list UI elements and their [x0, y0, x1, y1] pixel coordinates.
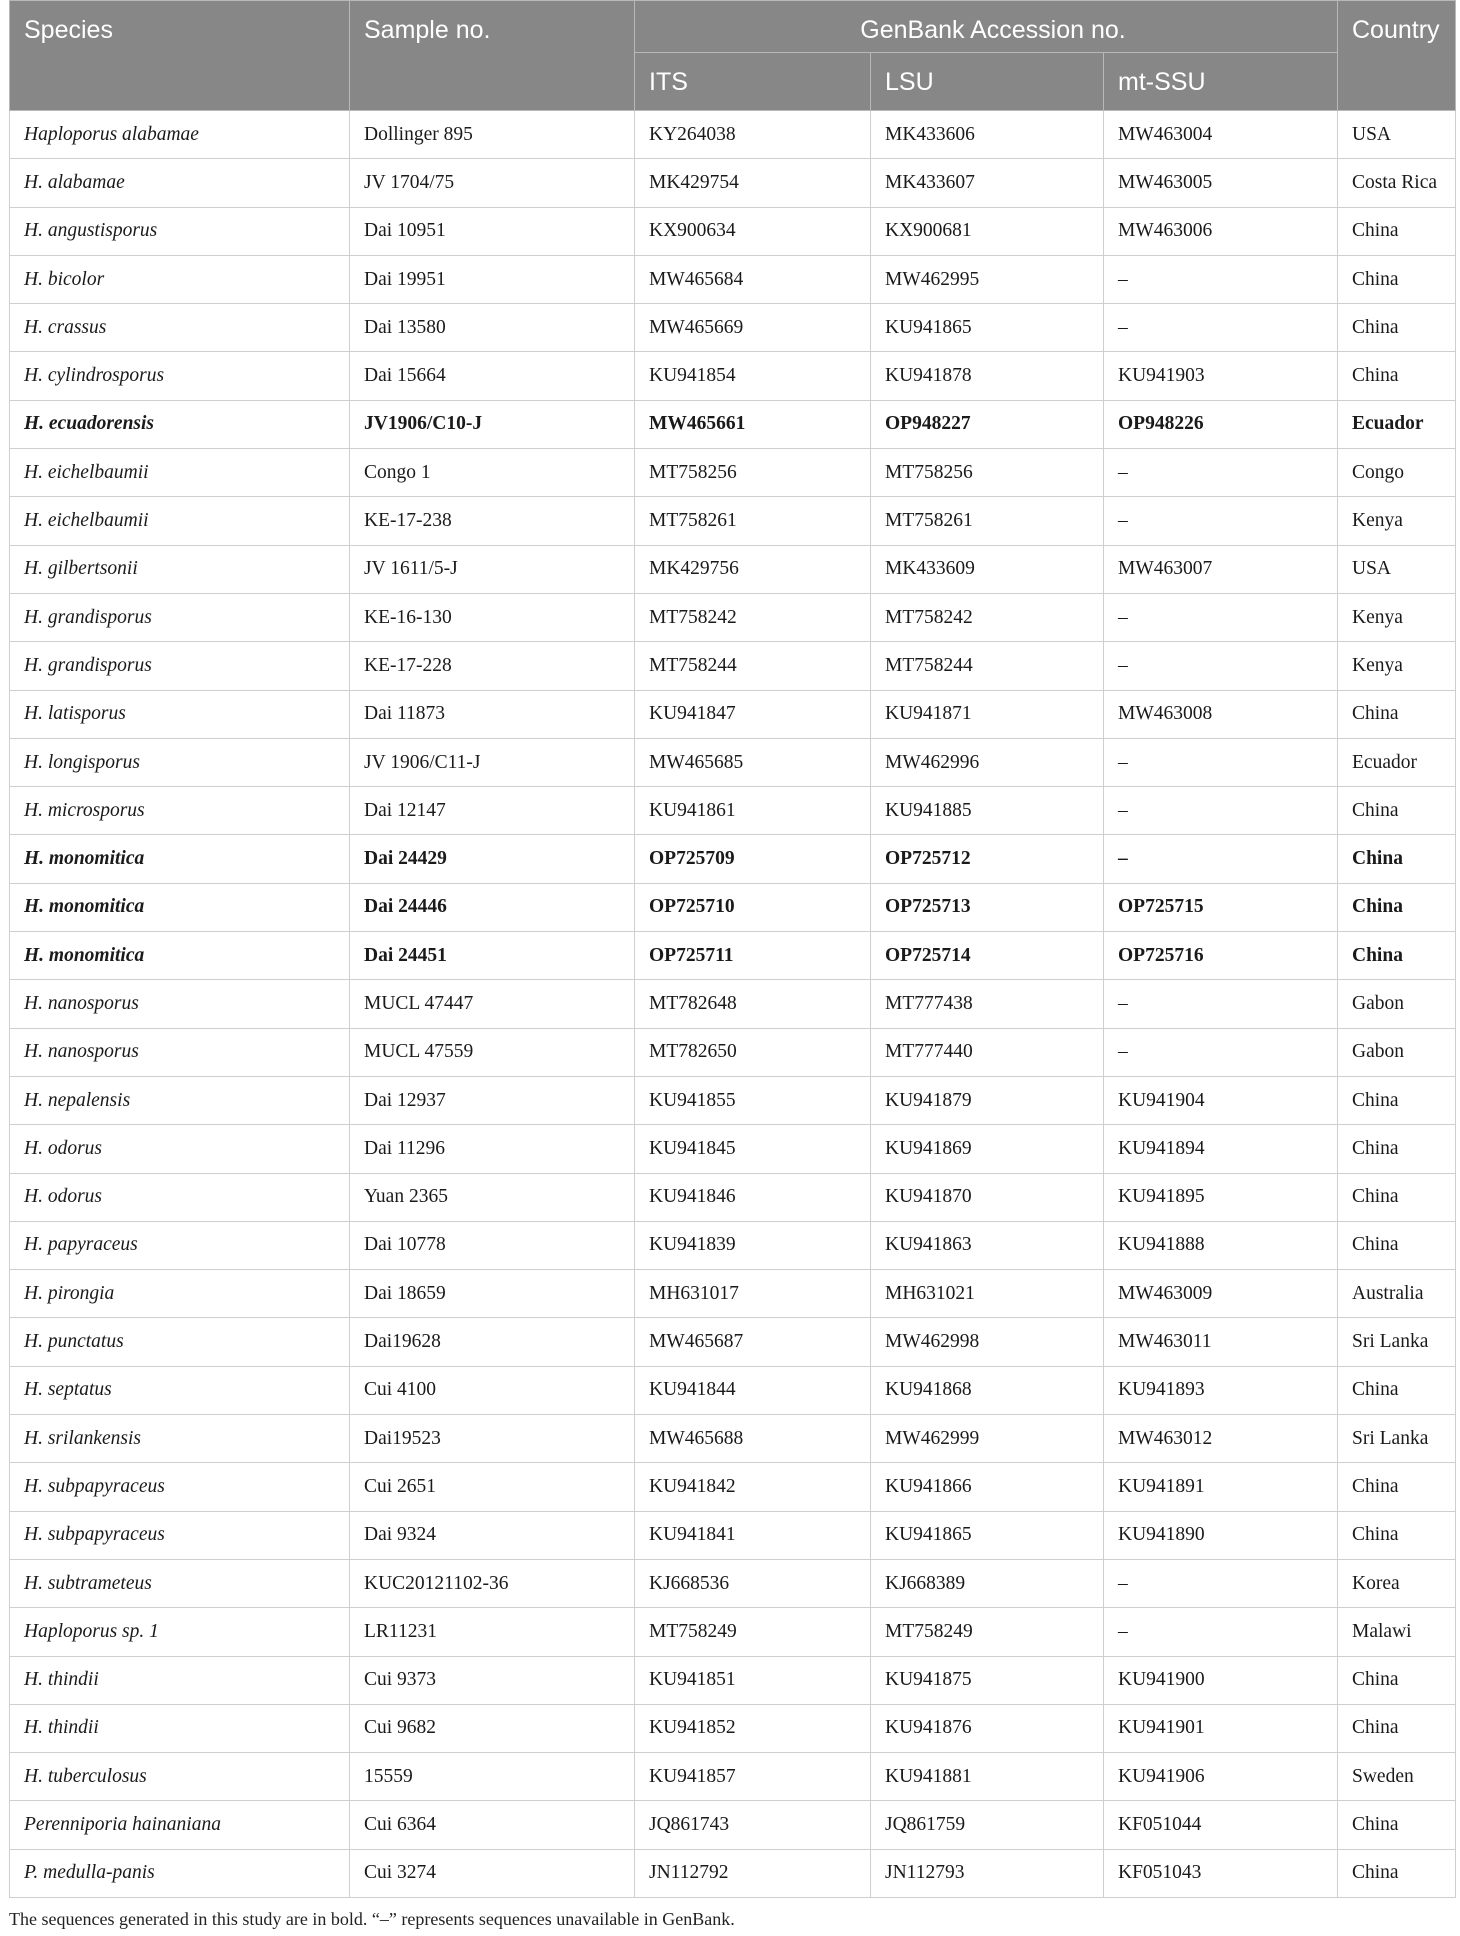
table-row — [10, 497, 1456, 545]
lsu-cell: MT758249 — [871, 1608, 1104, 1656]
species-cell: H. subtrameteus — [10, 1559, 350, 1607]
mtssu-cell: KU941893 — [1104, 1366, 1338, 1414]
country-cell: China — [1338, 1463, 1456, 1511]
table-row — [10, 545, 1456, 593]
sample-cell: Dai 12147 — [350, 787, 635, 835]
table-row — [10, 304, 1456, 352]
species-cell: H. septatus — [10, 1366, 350, 1414]
country-cell: Australia — [1338, 1270, 1456, 1318]
its-cell: MT758256 — [635, 449, 871, 497]
table-container — [9, 0, 1455, 1898]
its-cell: MW465687 — [635, 1318, 871, 1366]
country-cell: China — [1338, 1076, 1456, 1124]
country-cell: China — [1338, 1173, 1456, 1221]
its-cell: KU941861 — [635, 787, 871, 835]
lsu-cell: KU941876 — [871, 1704, 1104, 1752]
its-cell: KU941847 — [635, 690, 871, 738]
mtssu-cell: – — [1104, 738, 1338, 786]
its-cell: KU941857 — [635, 1753, 871, 1801]
its-cell: MW465685 — [635, 738, 871, 786]
species-cell: H. grandisporus — [10, 642, 350, 690]
species-cell: H. pirongia — [10, 1270, 350, 1318]
sample-cell: Cui 3274 — [350, 1849, 635, 1897]
lsu-cell: MT758244 — [871, 642, 1104, 690]
table-header — [10, 1, 1456, 111]
its-cell: MH631017 — [635, 1270, 871, 1318]
sample-cell: Dai 11296 — [350, 1125, 635, 1173]
its-cell: OP725709 — [635, 835, 871, 883]
sample-cell: JV 1611/5-J — [350, 545, 635, 593]
mtssu-cell: – — [1104, 787, 1338, 835]
country-cell: Gabon — [1338, 1028, 1456, 1076]
its-cell: KU941844 — [635, 1366, 871, 1414]
its-cell: KU941852 — [635, 1704, 871, 1752]
sample-cell: Dai 24429 — [350, 835, 635, 883]
sample-cell: 15559 — [350, 1753, 635, 1801]
sample-cell: LR11231 — [350, 1608, 635, 1656]
country-cell: Sri Lanka — [1338, 1415, 1456, 1463]
sample-cell: Dai19523 — [350, 1415, 635, 1463]
header-country: Country — [1338, 1, 1456, 111]
country-cell: China — [1338, 932, 1456, 980]
mtssu-cell: – — [1104, 304, 1338, 352]
table-row — [10, 400, 1456, 448]
country-cell: China — [1338, 1511, 1456, 1559]
lsu-cell: KU941881 — [871, 1753, 1104, 1801]
sample-cell: Dai 10778 — [350, 1221, 635, 1269]
species-cell: H. latisporus — [10, 690, 350, 738]
table-row — [10, 1221, 1456, 1269]
lsu-cell: MW462995 — [871, 255, 1104, 303]
table-row — [10, 1173, 1456, 1221]
mtssu-cell: MW463005 — [1104, 159, 1338, 207]
its-cell: MT758261 — [635, 497, 871, 545]
species-cell: H. longisporus — [10, 738, 350, 786]
lsu-cell: JN112793 — [871, 1849, 1104, 1897]
species-cell: H. eichelbaumii — [10, 449, 350, 497]
mtssu-cell: KU941895 — [1104, 1173, 1338, 1221]
country-cell: China — [1338, 304, 1456, 352]
country-cell: China — [1338, 1221, 1456, 1269]
mtssu-cell: KU941891 — [1104, 1463, 1338, 1511]
country-cell: Gabon — [1338, 980, 1456, 1028]
lsu-cell: KU941870 — [871, 1173, 1104, 1221]
lsu-cell: OP725713 — [871, 883, 1104, 931]
mtssu-cell: MW463004 — [1104, 111, 1338, 159]
header-genbank: GenBank Accession no. — [635, 1, 1338, 53]
its-cell: KU941854 — [635, 352, 871, 400]
mtssu-cell: KU941894 — [1104, 1125, 1338, 1173]
species-cell: H. thindii — [10, 1704, 350, 1752]
lsu-cell: KU941863 — [871, 1221, 1104, 1269]
species-cell: Haploporus sp. 1 — [10, 1608, 350, 1656]
sample-cell: KE-17-238 — [350, 497, 635, 545]
sample-cell: MUCL 47559 — [350, 1028, 635, 1076]
mtssu-cell: OP725716 — [1104, 932, 1338, 980]
table-row — [10, 1415, 1456, 1463]
sample-cell: Dai 24451 — [350, 932, 635, 980]
species-cell: H. nanosporus — [10, 980, 350, 1028]
sample-cell: Congo 1 — [350, 449, 635, 497]
lsu-cell: KU941878 — [871, 352, 1104, 400]
country-cell: Ecuador — [1338, 400, 1456, 448]
country-cell: China — [1338, 690, 1456, 738]
mtssu-cell: OP725715 — [1104, 883, 1338, 931]
country-cell: Sri Lanka — [1338, 1318, 1456, 1366]
country-cell: Malawi — [1338, 1608, 1456, 1656]
sample-cell: MUCL 47447 — [350, 980, 635, 1028]
mtssu-cell: – — [1104, 449, 1338, 497]
lsu-cell: OP725712 — [871, 835, 1104, 883]
sample-cell: JV 1704/75 — [350, 159, 635, 207]
sample-cell: Dollinger 895 — [350, 111, 635, 159]
table-row — [10, 255, 1456, 303]
sample-cell: Dai 12937 — [350, 1076, 635, 1124]
lsu-cell: KU941865 — [871, 304, 1104, 352]
lsu-cell: MT758261 — [871, 497, 1104, 545]
mtssu-cell: – — [1104, 255, 1338, 303]
mtssu-cell: – — [1104, 593, 1338, 641]
species-cell: H. bicolor — [10, 255, 350, 303]
sample-cell: Dai 24446 — [350, 883, 635, 931]
its-cell: JQ861743 — [635, 1801, 871, 1849]
header-sample: Sample no. — [350, 1, 635, 111]
lsu-cell: MW462998 — [871, 1318, 1104, 1366]
country-cell: China — [1338, 835, 1456, 883]
table-row — [10, 1270, 1456, 1318]
its-cell: MW465661 — [635, 400, 871, 448]
country-cell: China — [1338, 883, 1456, 931]
species-cell: H. ecuadorensis — [10, 400, 350, 448]
species-cell: H. papyraceus — [10, 1221, 350, 1269]
table-row — [10, 1753, 1456, 1801]
its-cell: MT782650 — [635, 1028, 871, 1076]
table-row — [10, 1511, 1456, 1559]
header-lsu: LSU — [871, 53, 1104, 111]
species-cell: H. subpapyraceus — [10, 1511, 350, 1559]
table-row — [10, 787, 1456, 835]
lsu-cell: KU941869 — [871, 1125, 1104, 1173]
sample-cell: Dai 11873 — [350, 690, 635, 738]
country-cell: China — [1338, 1125, 1456, 1173]
lsu-cell: KU941879 — [871, 1076, 1104, 1124]
mtssu-cell: MW463008 — [1104, 690, 1338, 738]
its-cell: KJ668536 — [635, 1559, 871, 1607]
table-row — [10, 1849, 1456, 1897]
table-body — [10, 111, 1456, 1898]
species-cell: H. alabamae — [10, 159, 350, 207]
table-row — [10, 207, 1456, 255]
header-mtssu: mt-SSU — [1104, 53, 1338, 111]
country-cell: China — [1338, 1656, 1456, 1704]
its-cell: KU941839 — [635, 1221, 871, 1269]
mtssu-cell: KU941903 — [1104, 352, 1338, 400]
country-cell: Sweden — [1338, 1753, 1456, 1801]
table-row — [10, 1366, 1456, 1414]
mtssu-cell: KU941906 — [1104, 1753, 1338, 1801]
country-cell: China — [1338, 352, 1456, 400]
sample-cell: Dai 15664 — [350, 352, 635, 400]
sample-cell: Dai 18659 — [350, 1270, 635, 1318]
table-row — [10, 835, 1456, 883]
table-row — [10, 932, 1456, 980]
lsu-cell: MT758242 — [871, 593, 1104, 641]
its-cell: MW465688 — [635, 1415, 871, 1463]
sample-cell: Dai 10951 — [350, 207, 635, 255]
table-row — [10, 111, 1456, 159]
sample-cell: KE-17-228 — [350, 642, 635, 690]
mtssu-cell: OP948226 — [1104, 400, 1338, 448]
lsu-cell: KU941875 — [871, 1656, 1104, 1704]
country-cell: Kenya — [1338, 593, 1456, 641]
lsu-cell: MK433607 — [871, 159, 1104, 207]
table-row — [10, 593, 1456, 641]
table-row — [10, 449, 1456, 497]
its-cell: MK429756 — [635, 545, 871, 593]
its-cell: KU941842 — [635, 1463, 871, 1511]
mtssu-cell: – — [1104, 980, 1338, 1028]
sample-cell: Cui 6364 — [350, 1801, 635, 1849]
species-cell: H. punctatus — [10, 1318, 350, 1366]
its-cell: MT758244 — [635, 642, 871, 690]
sample-cell: Cui 9373 — [350, 1656, 635, 1704]
mtssu-cell: KF051044 — [1104, 1801, 1338, 1849]
country-cell: USA — [1338, 111, 1456, 159]
lsu-cell: JQ861759 — [871, 1801, 1104, 1849]
lsu-cell: KU941871 — [871, 690, 1104, 738]
species-cell: H. monomitica — [10, 932, 350, 980]
table-row — [10, 1076, 1456, 1124]
sample-cell: Cui 4100 — [350, 1366, 635, 1414]
lsu-cell: KU941885 — [871, 787, 1104, 835]
its-cell: MK429754 — [635, 159, 871, 207]
species-cell: H. odorus — [10, 1173, 350, 1221]
sample-cell: Yuan 2365 — [350, 1173, 635, 1221]
species-cell: H. subpapyraceus — [10, 1463, 350, 1511]
lsu-cell: KJ668389 — [871, 1559, 1104, 1607]
table-row — [10, 1125, 1456, 1173]
sample-cell: Dai19628 — [350, 1318, 635, 1366]
table-row — [10, 1463, 1456, 1511]
mtssu-cell: – — [1104, 1608, 1338, 1656]
mtssu-cell: – — [1104, 497, 1338, 545]
lsu-cell: MK433606 — [871, 111, 1104, 159]
country-cell: Kenya — [1338, 642, 1456, 690]
species-cell: H. odorus — [10, 1125, 350, 1173]
species-cell: H. srilankensis — [10, 1415, 350, 1463]
table-row — [10, 1704, 1456, 1752]
sample-cell: Dai 19951 — [350, 255, 635, 303]
mtssu-cell: – — [1104, 642, 1338, 690]
mtssu-cell: MW463009 — [1104, 1270, 1338, 1318]
its-cell: KU941855 — [635, 1076, 871, 1124]
its-cell: MT758242 — [635, 593, 871, 641]
its-cell: KU941841 — [635, 1511, 871, 1559]
sample-cell: Cui 9682 — [350, 1704, 635, 1752]
lsu-cell: MT777438 — [871, 980, 1104, 1028]
species-cell: H. microsporus — [10, 787, 350, 835]
species-cell: H. gilbertsonii — [10, 545, 350, 593]
lsu-cell: MW462999 — [871, 1415, 1104, 1463]
mtssu-cell: KU941901 — [1104, 1704, 1338, 1752]
mtssu-cell: MW463006 — [1104, 207, 1338, 255]
table-row — [10, 1656, 1456, 1704]
species-cell: H. crassus — [10, 304, 350, 352]
species-cell: H. cylindrosporus — [10, 352, 350, 400]
lsu-cell: MK433609 — [871, 545, 1104, 593]
species-cell: H. tuberculosus — [10, 1753, 350, 1801]
genbank-accession-table — [9, 0, 1456, 1898]
sample-cell: Dai 13580 — [350, 304, 635, 352]
mtssu-cell: KU941888 — [1104, 1221, 1338, 1269]
country-cell: China — [1338, 1366, 1456, 1414]
lsu-cell: KU941865 — [871, 1511, 1104, 1559]
mtssu-cell: – — [1104, 1028, 1338, 1076]
country-cell: Costa Rica — [1338, 159, 1456, 207]
its-cell: KU941845 — [635, 1125, 871, 1173]
country-cell: China — [1338, 1704, 1456, 1752]
species-cell: H. angustisporus — [10, 207, 350, 255]
table-row — [10, 1801, 1456, 1849]
lsu-cell: MT758256 — [871, 449, 1104, 497]
sample-cell: JV1906/C10-J — [350, 400, 635, 448]
mtssu-cell: KU941904 — [1104, 1076, 1338, 1124]
sample-cell: Dai 9324 — [350, 1511, 635, 1559]
lsu-cell: KX900681 — [871, 207, 1104, 255]
mtssu-cell: MW463012 — [1104, 1415, 1338, 1463]
its-cell: KX900634 — [635, 207, 871, 255]
country-cell: Ecuador — [1338, 738, 1456, 786]
country-cell: Korea — [1338, 1559, 1456, 1607]
sample-cell: JV 1906/C11-J — [350, 738, 635, 786]
table-footnote: The sequences generated in this study are in bold. “–” represents sequences unavailable in GenBank. — [9, 1909, 735, 1929]
its-cell: KU941846 — [635, 1173, 871, 1221]
its-cell: KY264038 — [635, 111, 871, 159]
table-row — [10, 980, 1456, 1028]
its-cell: JN112792 — [635, 1849, 871, 1897]
sample-cell: KE-16-130 — [350, 593, 635, 641]
its-cell: OP725711 — [635, 932, 871, 980]
mtssu-cell: – — [1104, 1559, 1338, 1607]
species-cell: H. nanosporus — [10, 1028, 350, 1076]
table-row — [10, 1608, 1456, 1656]
its-cell: KU941851 — [635, 1656, 871, 1704]
header-species: Species — [10, 1, 350, 111]
its-cell: OP725710 — [635, 883, 871, 931]
country-cell: Congo — [1338, 449, 1456, 497]
table-row — [10, 738, 1456, 786]
its-cell: MT782648 — [635, 980, 871, 1028]
species-cell: Haploporus alabamae — [10, 111, 350, 159]
country-cell: USA — [1338, 545, 1456, 593]
table-row — [10, 883, 1456, 931]
lsu-cell: MT777440 — [871, 1028, 1104, 1076]
header-its: ITS — [635, 53, 871, 111]
mtssu-cell: MW463007 — [1104, 545, 1338, 593]
sample-cell: KUC20121102-36 — [350, 1559, 635, 1607]
table-row — [10, 159, 1456, 207]
country-cell: China — [1338, 207, 1456, 255]
species-cell: Perenniporia hainaniana — [10, 1801, 350, 1849]
species-cell: H. monomitica — [10, 883, 350, 931]
lsu-cell: OP725714 — [871, 932, 1104, 980]
country-cell: China — [1338, 787, 1456, 835]
species-cell: H. grandisporus — [10, 593, 350, 641]
table-row — [10, 690, 1456, 738]
mtssu-cell: MW463011 — [1104, 1318, 1338, 1366]
species-cell: H. eichelbaumii — [10, 497, 350, 545]
mtssu-cell: KU941890 — [1104, 1511, 1338, 1559]
lsu-cell: KU941866 — [871, 1463, 1104, 1511]
table-row — [10, 1559, 1456, 1607]
its-cell: MW465669 — [635, 304, 871, 352]
country-cell: Kenya — [1338, 497, 1456, 545]
table-row — [10, 1028, 1456, 1076]
table-row — [10, 1318, 1456, 1366]
lsu-cell: MH631021 — [871, 1270, 1104, 1318]
sample-cell: Cui 2651 — [350, 1463, 635, 1511]
species-cell: P. medulla-panis — [10, 1849, 350, 1897]
country-cell: China — [1338, 1801, 1456, 1849]
country-cell: China — [1338, 1849, 1456, 1897]
table-row — [10, 642, 1456, 690]
table-row — [10, 352, 1456, 400]
its-cell: MW465684 — [635, 255, 871, 303]
lsu-cell: OP948227 — [871, 400, 1104, 448]
mtssu-cell: KF051043 — [1104, 1849, 1338, 1897]
species-cell: H. monomitica — [10, 835, 350, 883]
lsu-cell: MW462996 — [871, 738, 1104, 786]
lsu-cell: KU941868 — [871, 1366, 1104, 1414]
its-cell: MT758249 — [635, 1608, 871, 1656]
species-cell: H. nepalensis — [10, 1076, 350, 1124]
country-cell: China — [1338, 255, 1456, 303]
mtssu-cell: KU941900 — [1104, 1656, 1338, 1704]
mtssu-cell: – — [1104, 835, 1338, 883]
species-cell: H. thindii — [10, 1656, 350, 1704]
